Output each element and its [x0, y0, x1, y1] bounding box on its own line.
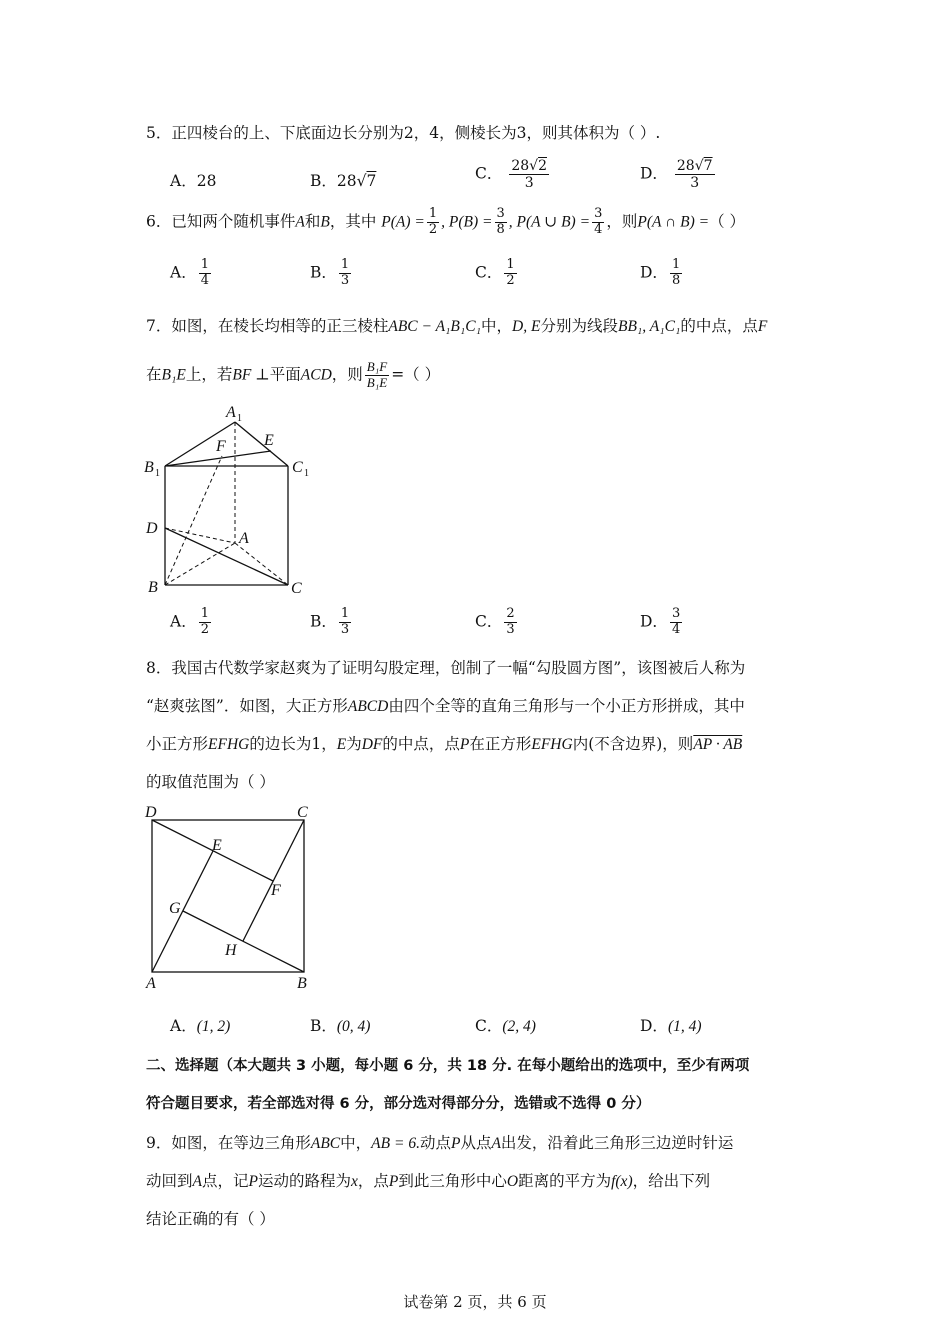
q8-stem-line3: 小正方形EFHG的边长为1，E为DF的中点，点P在正方形EFHG内(不含边界)，则AP · AB [146, 735, 743, 753]
fig8-label-h: H [225, 942, 237, 959]
q6-option-c[interactable]: C． $\frac{1}{2}$ [475, 257, 515, 288]
q6-option-a[interactable]: A． $\frac{1}{4}$ [170, 257, 209, 288]
q8-stem-line1: 8．我国古代数学家赵爽为了证明勾股定理，创制了一幅“勾股圆方图”，该图被后人称为 [146, 659, 746, 677]
q8-option-c[interactable]: C．(2, 4) [475, 1017, 536, 1035]
q8-option-a[interactable]: A．(1, 2) [170, 1017, 231, 1035]
q7-stem-line2: 在B₁E上，若BF ⊥平面ACD，则 $\frac{\text{B₁F}}{\text{B₁E}}$ =（ ） [146, 359, 441, 390]
fig7-label-b1: B [144, 459, 154, 476]
q7-stem-line1: 7．如图，在棱长均相等的正三棱柱ABC − A₁B₁C₁中，D, E分别为线段BB₁, A₁C₁的中点，点F [146, 317, 768, 335]
q9-stem-line2: 动回到A点，记P运动的路程为x，点P到此三角形中心O距离的平方为f(x)，给出下列 [146, 1172, 711, 1190]
q7-option-d[interactable]: D． $\frac{3}{4}$ [640, 606, 681, 637]
q8-stem-line4: 的取值范围为（ ） [146, 773, 275, 791]
q5-option-d[interactable]: D． $\frac{28√7}{3}$ [640, 158, 713, 192]
fig7-label-e: E [264, 432, 274, 449]
fig7-label-d: D [146, 520, 158, 537]
q8-option-d[interactable]: D．(1, 4) [640, 1017, 702, 1035]
fig7-label-a1: A [226, 404, 236, 421]
q5-option-a[interactable]: A．28 [170, 172, 217, 190]
svg-text:1: 1 [155, 468, 160, 479]
fig8-label-g: G [169, 900, 181, 917]
q9-stem-line3: 结论正确的有（ ） [146, 1210, 275, 1228]
page-footer: 试卷第 2 页，共 6 页 [403, 1293, 547, 1311]
q7-option-b[interactable]: B． $\frac{1}{3}$ [310, 606, 350, 637]
fig8-label-f: F [271, 882, 281, 899]
q5-c-fraction: $\frac{28√2}{3}$ [511, 158, 547, 192]
fig8-label-a: A [146, 975, 156, 992]
fig7-label-f: F [216, 438, 226, 455]
q5-option-b[interactable]: B．28√7 [310, 172, 377, 190]
svg-text:1: 1 [304, 468, 309, 479]
q8-stem-line2: “赵爽弦图”．如图，大正方形ABCD由四个全等的直角三角形与一个小正方形拼成，其中 [146, 697, 745, 715]
fig8-label-e: E [212, 837, 222, 854]
q9-stem-line1: 9．如图，在等边三角形ABC中，AB = 6.动点P从点A出发，沿着此三角形三边逆时针运 [146, 1134, 734, 1152]
q5-option-c[interactable]: C． $\frac{28√2}{3}$ [475, 158, 547, 192]
q7-option-c[interactable]: C． $\frac{2}{3}$ [475, 606, 515, 637]
fig7-label-c: C [291, 580, 302, 597]
q6-stem: 6．已知两个随机事件A和B，其中 P(A) = $\frac{1}{2}$ , P(B) = $\frac{3}{8}$ , P(A ∪ B) = $\frac{3}{4}$ ，则P(A ∩ B) =（ ） [146, 206, 746, 237]
section2-heading-line2: 符合题目要求，若全部选对得 6 分，部分选对得部分分，选错或不选得 0 分） [146, 1096, 651, 1112]
svg-text:1: 1 [237, 413, 242, 424]
section2-heading-line1: 二、选择题（本大题共 3 小题，每小题 6 分，共 18 分. 在每小题给出的选项中，至少有两项 [146, 1058, 750, 1074]
fig7-label-a: A [239, 530, 249, 547]
fig7-label-b: B [148, 579, 158, 596]
q7-option-a[interactable]: A． $\frac{1}{2}$ [170, 606, 209, 637]
q7-prism-figure [140, 400, 320, 605]
q5-stem: 5．正四棱台的上、下底面边长分别为2，4，侧棱长为3，则其体积为（ ）. [146, 124, 661, 142]
q8-option-b[interactable]: B．(0, 4) [310, 1017, 371, 1035]
q5-d-fraction: $\frac{28√7}{3}$ [676, 158, 713, 192]
q6-option-b[interactable]: B． $\frac{1}{3}$ [310, 257, 350, 288]
fig8-label-c: C [297, 804, 308, 821]
q8-zhaoshuang-figure [140, 800, 325, 1000]
fig8-label-d: D [145, 804, 157, 821]
fig7-label-c1: C [292, 459, 303, 476]
q6-option-d[interactable]: D． $\frac{1}{8}$ [640, 257, 681, 288]
fig8-label-b: B [297, 975, 307, 992]
